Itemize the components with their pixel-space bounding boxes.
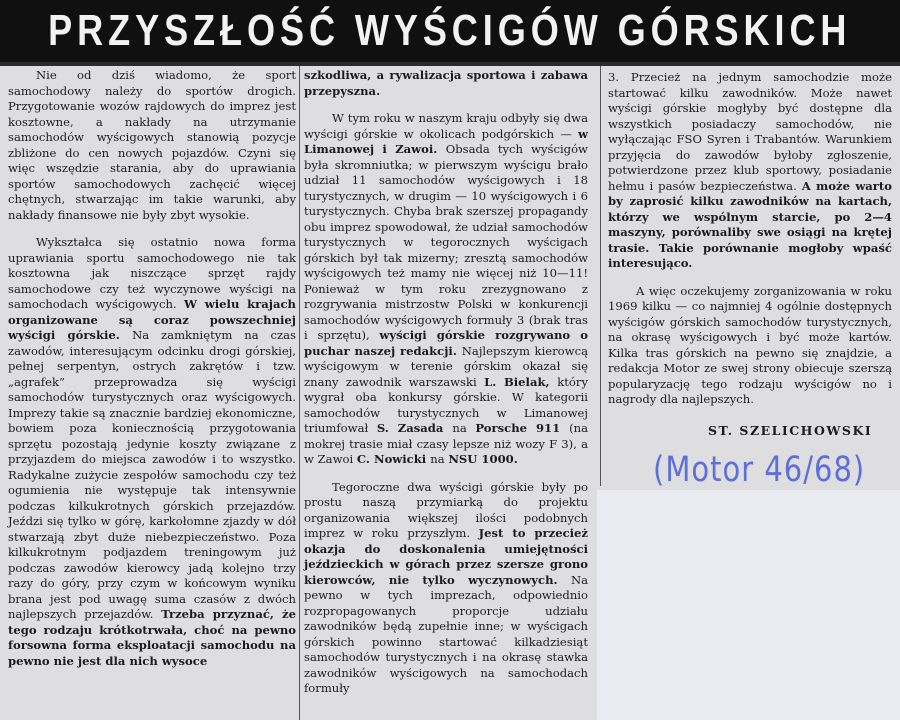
bold-text: wyścigi górskie rozgrywano o puchar naszej redakcji.	[304, 328, 588, 358]
bold-text: C. Nowicki	[356, 452, 431, 466]
title-rule	[0, 62, 900, 66]
paragraph-text: Nie od dziś wiadomo, że sport samochodowy należy do sportów drogich. Przygotowanie wozów rajdowych do imprez jest kosztowne, a nakłady na utrzymanie samochodów wyścigowych stanowią pozycje zbliżone do cen nowych pojazdów. Czyni się więc wszędzie starania, aby do uprawiania sportów samochodowych zachęcić więcej chętnych, stwarzając im takie warunki, aby nakłady finansowe nie były zbyt wysokie.	[8, 68, 296, 222]
paragraph-text: Tegoroczne dwa wyścigi górskie były po prostu naszą przymiarką do projektu organizowania większej ilości podobnych imprez w roku przyszłym.	[304, 479, 588, 540]
column-2	[304, 68, 588, 697]
bold-text: NSU 1000.	[448, 452, 518, 466]
bold-text: A może warto by zaprosić kilku zawodników na kartach, którzy we wspólnym starcie, po 2—4 maszyny, porównaliby swe osiągi na krętej trasie. Takie porównanie mogłoby wpaść interesująco.	[608, 178, 893, 270]
bold-text: Trzeba przyznać, że tego rodzaju krótkotrwała, choć na pewno forsowna forma eksploatacji samochodu na pewno nie jest dla nich wysoce	[8, 607, 296, 668]
article-title: PRZYSZŁOŚĆ WYŚCIGÓW GÓRSKICH	[48, 6, 852, 55]
paragraph-text: (na mokrej trasie miał czasy lepsze niż wozy F 3), a w Zawoi	[304, 421, 589, 466]
column-3	[608, 70, 892, 408]
paragraph-text: 3. Przecież na jednym samochodzie może startować kilku zawodników. Może nawet wyścigi górskie mogłyby być dostępne dla wszystkich posiadaczy samochodów, nie wyłączając FSO Syren i Trabantów. Warunkiem przyjęcia do zawodów byłoby zgłoszenie, potwierdzone przez klub sportowy, posiadanie hełmu i pasów bezpieczeństwa.	[608, 70, 892, 193]
paragraph-text: A więc oczekujemy zorganizowania w roku 1969 kilku — co najmniej 4 ogólnie dostępnych wyścigów górskich samochodów turystycznych, na okrasę wyścigowych i być może kartów. Kilka tras górskich na pewno się znajdzie, a redakcja Motor ze swej strony obiecuje szerszą popularyzację tego rodzaju wyścigów no i nagrody dla najlepszych.	[608, 283, 892, 406]
paragraph	[608, 284, 892, 408]
column-separator	[299, 66, 300, 720]
column-separator	[600, 66, 601, 486]
paragraph-text: Na zamkniętym na czas zawodów, interesującym odcinku drogi górskiej, pełnej serpentyn, ostrych zakrętów i tzw. „agrafek” przeprowadza się wyścigi samochodów turystycznych oraz wyścigowych. Imprezy takie są znacznie bardziej ekonomiczne, bowiem poza koniecznością przygotowania sprzętu pozostają jedynie koszty związane z przyjazdem do miejsca zawodów i to wszystko. Radykalne zużycie zespołów samochodu czy też ogumienia nie występuje tak intensywnie podczas kilkukrotnych górskich przejazdów. Jeździ się tylko w górę, karkołomne zjazdy w dół stwarzają zbyt duże niebezpieczeństwo. Poza kilkukrotnym podjazdem treningowym już podczas zawodów kierowcy jadą kolejno trzy razy do góry, przy czym w końcowym wyniku brana jest pod uwagę suma czasów z dwóch najlepszych przejazdów.	[8, 328, 296, 621]
handwritten-annotation: (Motor 46/68)	[653, 448, 866, 490]
scan-background	[597, 490, 900, 720]
paragraph-text: na	[430, 452, 449, 466]
column-1	[8, 68, 296, 669]
headline-banner	[0, 0, 900, 62]
paragraph-text: na	[452, 421, 476, 435]
paragraph-text: Najlepszym kierowcą wyścigowym w terenie górskim okazał się znany zawodnik warszawski	[304, 343, 588, 389]
paragraph	[608, 70, 892, 272]
paragraph-text: Obsada tych wyścigów była skromniutka; w pierwszym wyścigu brało udział 11 samochodów wyścigowych i 18 turystycznych, w drugim — 10 wyścigowych i 6 turystycznych. Chyba brak szerszej propagandy obu imprez spowodował, że udział samochodów turystycznych w tegorocznych wyścigach górskich był tak mizerny; zresztą samochodów wyścigowych też mamy nie więcej niż 10—11! Ponieważ w tym roku zrezygnowano z rozgrywania mistrzostw Polski w konkurencji samochodów wyścigowych formuły 3 (brak tras i sprzętu),	[304, 142, 588, 342]
bold-text: szkodliwa, a rywalizacja sportowa i zabawa przepyszna.	[304, 68, 588, 98]
paragraph	[8, 68, 296, 223]
paragraph-text: Wykształca się ostatnio nowa forma uprawiania sportu samochodowego nie tak kosztowna jak niszczące sprzęt rajdy samochodowe czy też wyczynowe wyścigi na samochodach wyścigowych.	[8, 235, 296, 311]
paragraph-text: W tym roku w naszym kraju odbyły się dwa wyścigi górskie w okolicach podgórskich —	[304, 111, 588, 141]
bold-text: L. Bielak,	[484, 374, 558, 389]
paragraph	[304, 111, 588, 468]
bold-text: Porsche 911	[475, 421, 570, 435]
paragraph	[304, 68, 588, 99]
bold-text: W wielu krajach organizowane są coraz powszechniej wyścigi górskie.	[8, 297, 296, 342]
paragraph-text: który wygrał oba konkursy górskie. W kategorii samochodów turystycznych w Limanowej triumfował	[304, 374, 589, 435]
paragraph	[304, 480, 588, 697]
paragraph	[8, 235, 296, 669]
author-signature: ST. SZELICHOWSKI	[708, 423, 873, 438]
bold-text: S. Zasada	[376, 421, 453, 435]
paragraph-text: Na pewno w tych imprezach, odpowiednio rozpropagowanych proporcje udziału zawodników będą zupełnie inne; w wyścigach górskich powinno startować kilkadziesiąt samochodów turystycznych i na okrasę stawka zawodników wyścigowych na samochodach formuły	[304, 572, 588, 695]
bold-text: Jest to przecież okazja do doskonalenia umiejętności jeździeckich w górach przez szersze grono kierowców, nie tylko wyczynowych.	[304, 526, 588, 587]
bold-text: w Limanowej i Zawoi.	[304, 126, 588, 156]
